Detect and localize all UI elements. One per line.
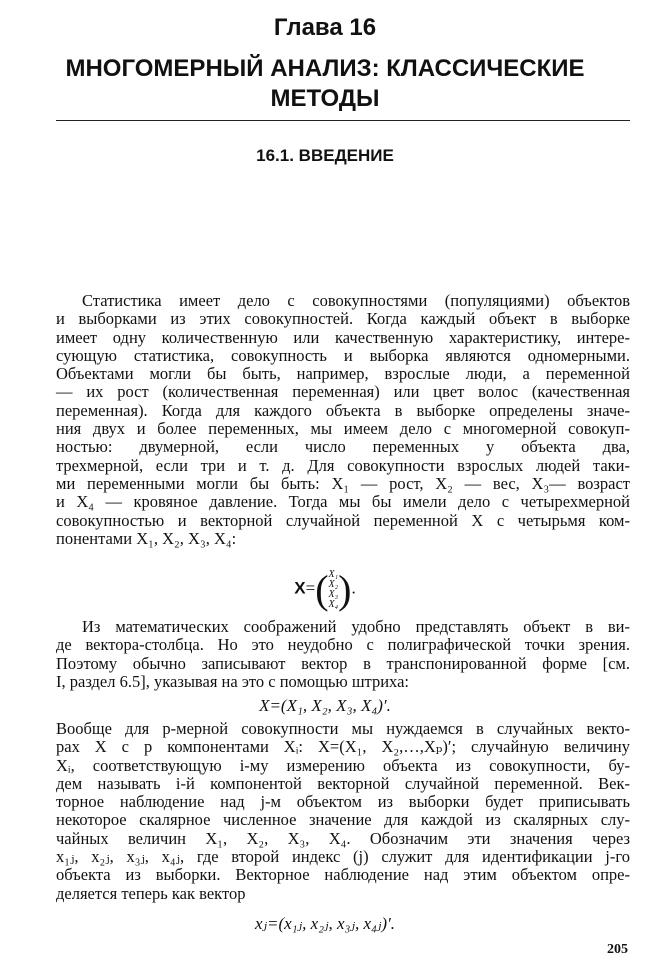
text-line: ми переменными могли бы быть: X₁ — рост, X₂ — вес, X₃— возраст	[56, 473, 630, 493]
paragraph-transpose	[56, 618, 630, 691]
text-line: Объектами могли бы быть, например, взрослые люди, а переменной	[56, 364, 630, 384]
text-line: Статистика имеет дело с совокупностями (популяциями) объектов	[82, 291, 630, 310]
text-line: ностью: двумерной, если число переменных у объекта два,	[56, 437, 630, 457]
chapter-label: Глава 16	[273, 14, 377, 41]
vector-component: X₁	[328, 568, 339, 580]
text-line: — их рост (количественная переменная) или цвет волос (качественная	[56, 382, 630, 402]
paragraph-p-dimensional	[56, 720, 630, 903]
text-line: ния двух и более переменных, мы имеем дело с многомерной совокуп-	[56, 419, 630, 439]
text-line: понентами X₁, X₂, X₃, X₄:	[56, 528, 237, 548]
text-line: имеет одну количественную или качественную характеристику, интере-	[56, 327, 630, 347]
text-line: Xᵢ, соответствующую i-му измерению объекта из совокупности, бу-	[56, 755, 630, 775]
text-line: чайных величин X₁, X₂, X₃, X₄. Обозначим эти значения через	[56, 828, 630, 848]
text-line: деляется теперь как вектор	[56, 883, 246, 903]
text-line: де вектора-столбца. Но это неудобно с полиграфической точки зрения.	[56, 635, 630, 655]
text-line: Вообще для p-мерной совокупности мы нуждаемся в случайных векто-	[56, 719, 630, 738]
formula-transposed-vector: X=(X₁, X₂, X₃, X₄)′.	[259, 696, 391, 715]
text-line: сующую статистика, совокупность и выборка являются одномерными.	[56, 345, 630, 365]
vector-component: X₃	[328, 588, 339, 600]
text-line: трехмерной, если три и т. д. Для совокупности взрослых людей таки-	[56, 455, 630, 475]
chapter-title: МНОГОМЕРНЫЙ АНАЛИЗ: КЛАССИЧЕСКИЕ МЕТОДЫ	[65, 55, 585, 112]
text-line: Из математических соображений удобно представлять объект в ви-	[82, 617, 630, 636]
vector-component: X₄	[328, 598, 339, 610]
vector-components	[329, 570, 339, 610]
vector-component: X₂	[328, 578, 339, 590]
title-divider	[56, 120, 630, 121]
text-line: x₁ⱼ, x₂ⱼ, x₃ⱼ, x₄ⱼ, где второй индекс (j) служит для идентификации j-го	[56, 847, 630, 867]
section-title: 16.1. ВВЕДЕНИЕ	[256, 146, 394, 165]
paragraph-intro	[56, 292, 630, 548]
formula-column-vector: X=(X₁ X₂ X₃ X₄).	[294, 567, 356, 612]
text-line: и выборками из этих совокупностей. Когда каждый объект в выборке	[56, 309, 630, 329]
text-line: объекта из выборки. Векторное наблюдение над этим объектом опре-	[56, 865, 630, 885]
text-line: Поэтому обычно записывают вектор в транспонированной форме [см.	[56, 653, 630, 673]
page-number: 205	[607, 942, 628, 957]
text-line: рах X с p компонентами Xᵢ: X=(X₁, X₂,…,Xₚ)′; случайную величину	[56, 737, 630, 757]
text-line: торное наблюдение над j-м объектом из выборки будет приписывать	[56, 792, 630, 812]
text-line: совокупностью и векторной случайной переменной X с четырьмя ком-	[56, 510, 630, 530]
text-line: дем называть i-й компонентой векторной случайной переменной. Век-	[56, 773, 630, 793]
text-line: переменная). Когда для каждого объекта в выборке определены значе-	[56, 400, 630, 420]
formula-observation-vector: xⱼ=(x₁ⱼ, x₂ⱼ, x₃ⱼ, x₄ⱼ)′.	[254, 914, 396, 933]
formula-lhs: X	[294, 578, 306, 598]
text-line: I, раздел 6.5], указывая на это с помощью штриха:	[56, 671, 409, 691]
text-line: и X₄ — кровяное давление. Тогда мы бы имели дело с четырехмерной	[56, 492, 630, 512]
text-line: некоторое скалярное численное значение для каждой из скалярных слу-	[56, 810, 630, 830]
